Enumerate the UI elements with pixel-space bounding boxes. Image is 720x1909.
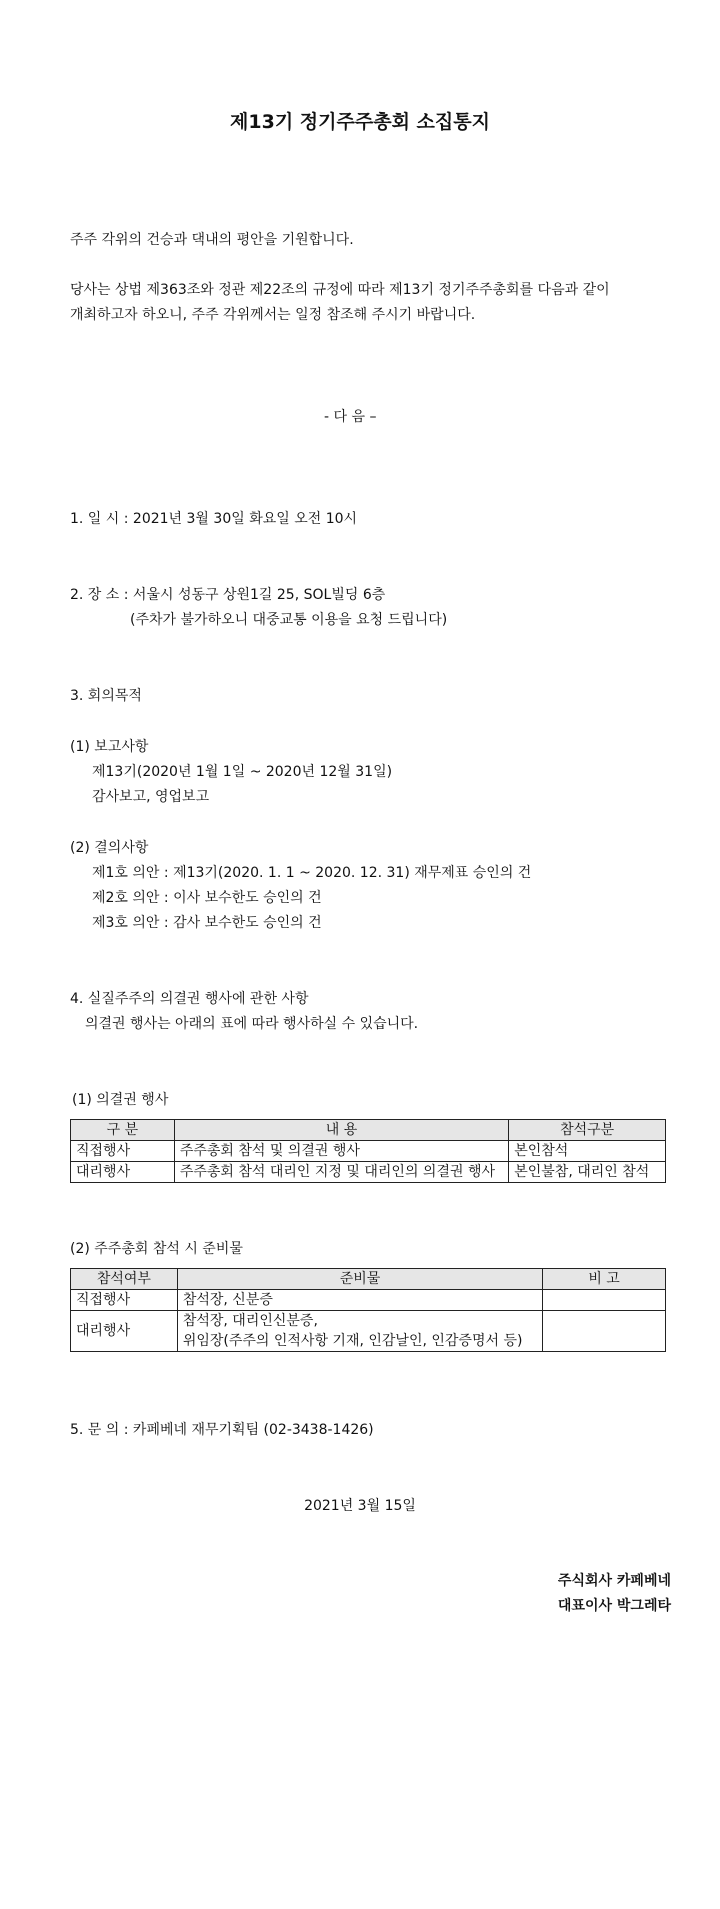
table-cell <box>177 1290 542 1311</box>
table-header-row <box>71 1120 666 1141</box>
item-contact: 5. 문 의 : 카페베네 재무기획팀 (02-3438-1426) <box>70 1422 374 1438</box>
table-header-row <box>71 1269 666 1290</box>
agenda-2: 제2호 의안 : 이사 보수한도 승인의 건 <box>92 890 322 906</box>
table-cell: 대리행사 <box>71 1162 175 1183</box>
table2-caption: (2) 주주총회 참석 시 준비물 <box>70 1241 243 1257</box>
table-header-cell: 내 용 <box>174 1120 508 1141</box>
item-schedule: 1. 일 시 : 2021년 3월 30일 화요일 오전 10시 <box>70 511 358 527</box>
table1-caption: (1) 의결권 행사 <box>72 1092 169 1108</box>
table-header-cell: 구 분 <box>71 1120 175 1141</box>
table-cell-line: 참석장, 대리인신분증, <box>182 1313 318 1329</box>
table-row <box>71 1290 666 1311</box>
item-purpose-heading: 3. 회의목적 <box>70 688 142 704</box>
table-cell: 대리행사 <box>71 1311 178 1352</box>
table-cell-line: 참석장, 신분증 <box>182 1292 273 1308</box>
table-header-cell: 참석구분 <box>509 1120 666 1141</box>
table-row <box>71 1162 666 1183</box>
agenda-1: 제1호 의안 : 제13기(2020. 1. 1 ~ 2020. 12. 31) 재무제표 승인의 건 <box>92 865 532 881</box>
table-cell: 본인불참, 대리인 참석 <box>509 1162 666 1183</box>
notice-date: 2021년 3월 15일 <box>304 1498 416 1514</box>
table-row <box>71 1311 666 1352</box>
report-line-2: 감사보고, 영업보고 <box>92 789 210 805</box>
resolution-heading: (2) 결의사항 <box>70 840 149 856</box>
table-row <box>71 1141 666 1162</box>
notice-header: - 다 음 – <box>324 409 377 425</box>
item-voting-heading: 4. 실질주주의 의결권 행사에 관한 사항 <box>70 991 309 1007</box>
preparation-table <box>70 1268 666 1352</box>
table-cell: 본인참석 <box>509 1141 666 1162</box>
intro-line-1: 당사는 상법 제363조와 정관 제22조의 규정에 따라 제13기 정기주주총회를 다음과 같이 <box>70 282 610 298</box>
report-heading: (1) 보고사항 <box>70 739 149 755</box>
table-cell <box>543 1311 666 1352</box>
agenda-3: 제3호 의안 : 감사 보수한도 승인의 건 <box>92 915 322 931</box>
report-line-1: 제13기(2020년 1월 1일 ~ 2020년 12월 31일) <box>92 764 393 780</box>
item-location-note: (주차가 불가하오니 대중교통 이용을 요청 드립니다) <box>130 612 448 628</box>
table-cell <box>177 1311 542 1352</box>
voting-table <box>70 1119 666 1183</box>
table-cell: 직접행사 <box>71 1290 178 1311</box>
page-title: 제13기 정기주주총회 소집통지 <box>230 111 490 133</box>
table-header-cell: 비 고 <box>543 1269 666 1290</box>
table-cell <box>543 1290 666 1311</box>
item-location: 2. 장 소 : 서울시 성동구 상원1길 25, SOL빌딩 6층 <box>70 587 386 603</box>
signature-company: 주식회사 카페베네 <box>557 1573 671 1589</box>
table-header-cell: 준비물 <box>177 1269 542 1290</box>
table-cell: 주주총회 참석 및 의결권 행사 <box>174 1141 508 1162</box>
table-header-cell: 참석여부 <box>71 1269 178 1290</box>
signature-ceo: 대표이사 박그레타 <box>557 1598 671 1614</box>
greeting-text: 주주 각위의 건승과 댁내의 평안을 기원합니다. <box>70 232 354 248</box>
table-cell-line: 위임장(주주의 인적사항 기재, 인감날인, 인감증명서 등) <box>182 1333 523 1349</box>
item-voting-line: 의결권 행사는 아래의 표에 따라 행사하실 수 있습니다. <box>85 1016 419 1032</box>
table-cell: 주주총회 참석 대리인 지정 및 대리인의 의결권 행사 <box>174 1162 508 1183</box>
table-cell: 직접행사 <box>71 1141 175 1162</box>
intro-line-2: 개최하고자 하오니, 주주 각위께서는 일정 참조해 주시기 바랍니다. <box>70 307 476 323</box>
